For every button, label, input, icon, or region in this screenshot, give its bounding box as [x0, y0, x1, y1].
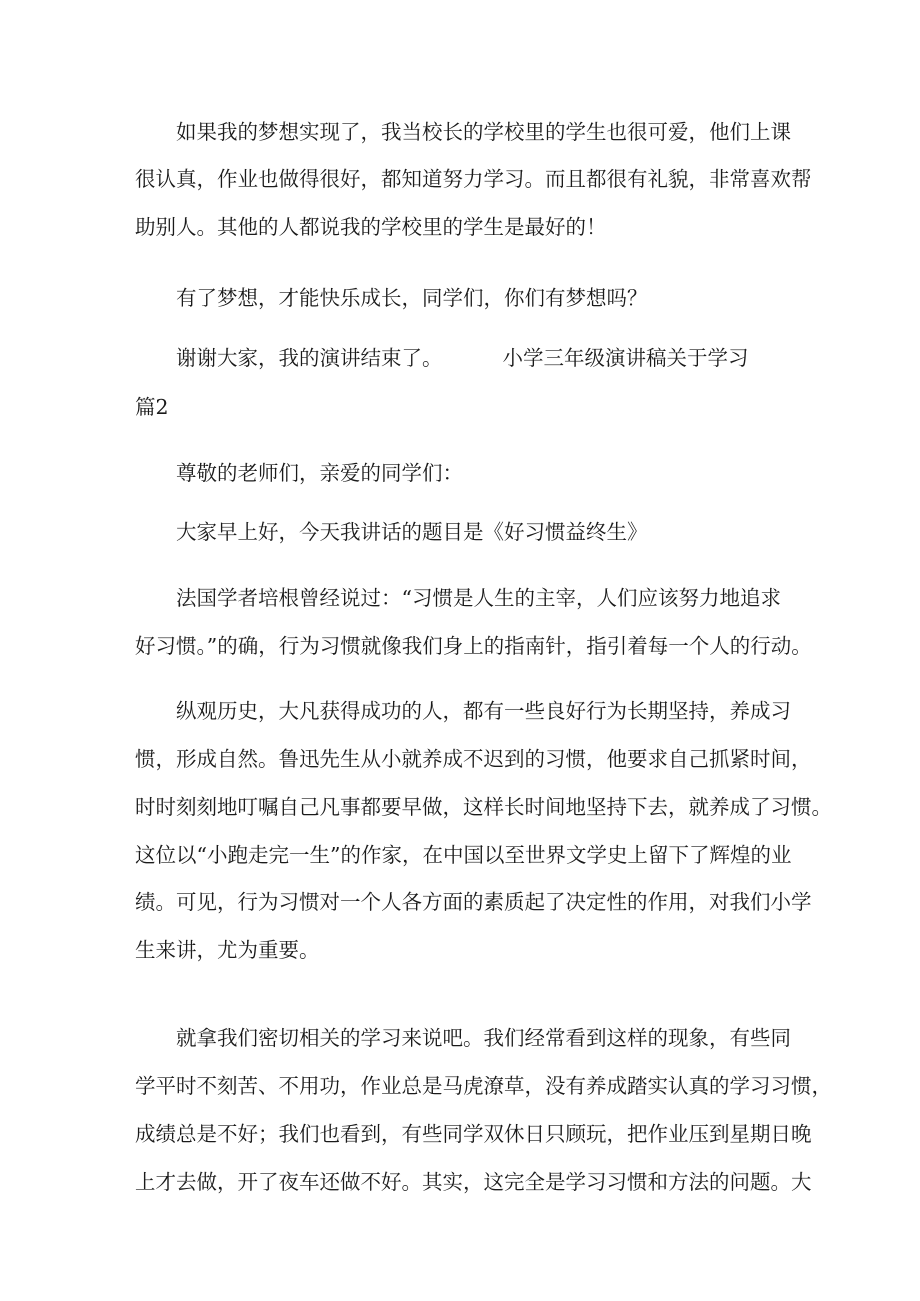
text-line: 谢谢大家，我的演讲结束了。: [176, 346, 443, 370]
section-number: 篇2: [135, 395, 169, 419]
text-line: 法国学者培根曾经说过：“习惯是人生的主宰，人们应该努力地追求: [176, 586, 781, 610]
text-line: 惯，形成自然。鲁迅先生从小就养成不迟到的习惯，他要求自己抓紧时间，: [135, 747, 812, 771]
salutation: 尊敬的老师们，亲爱的同学们：: [176, 461, 463, 485]
text-line-group: [176, 344, 836, 372]
text-line: 好习惯。”的确，行为习惯就像我们身上的指南针，指引着每一个人的行动。: [135, 634, 812, 658]
text-line: 成绩总是不好；我们也看到，有些同学双休日只顾玩，把作业压到星期日晚: [135, 1122, 812, 1146]
text-line: 上才去做，开了夜车还做不好。其实，这完全是学习习惯和方法的问题。大: [135, 1170, 812, 1194]
text-line: 助别人。其他的人都说我的学校里的学生是最好的！: [135, 215, 607, 239]
text-line: 就拿我们密切相关的学习来说吧。我们经常看到这样的现象，有些同: [176, 1026, 791, 1050]
text-line: 如果我的梦想实现了，我当校长的学校里的学生也很可爱，他们上课: [176, 120, 791, 144]
text-line: 这位以“小跑走完一生”的作家，在中国以至世界文学史上留下了辉煌的业: [135, 843, 792, 867]
text-line: 很认真，作业也做得很好，都知道努力学习。而且都很有礼貌，非常喜欢帮: [135, 167, 812, 191]
text-line: 纵观历史，大凡获得成功的人，都有一些良好行为长期坚持，养成习: [176, 699, 791, 723]
section-title: 小学三年级演讲稿关于学习: [502, 346, 749, 370]
text-line: 生来讲，尤为重要。: [135, 938, 320, 962]
text-line: 学平时不刻苦、不用功，作业总是马虎潦草，没有养成踏实认真的学习习惯，: [135, 1074, 832, 1098]
text-line: 时时刻刻地叮嘱自己凡事都要早做，这样长时间地坚持下去，就养成了习惯。: [135, 795, 832, 819]
text-line: 有了梦想，才能快乐成长，同学们，你们有梦想吗？: [176, 286, 648, 310]
text-line: 绩。可见，行为习惯对一个人各方面的素质起了决定性的作用，对我们小学: [135, 890, 812, 914]
text-line: 大家早上好，今天我讲话的题目是《好习惯益终生》: [176, 520, 648, 544]
